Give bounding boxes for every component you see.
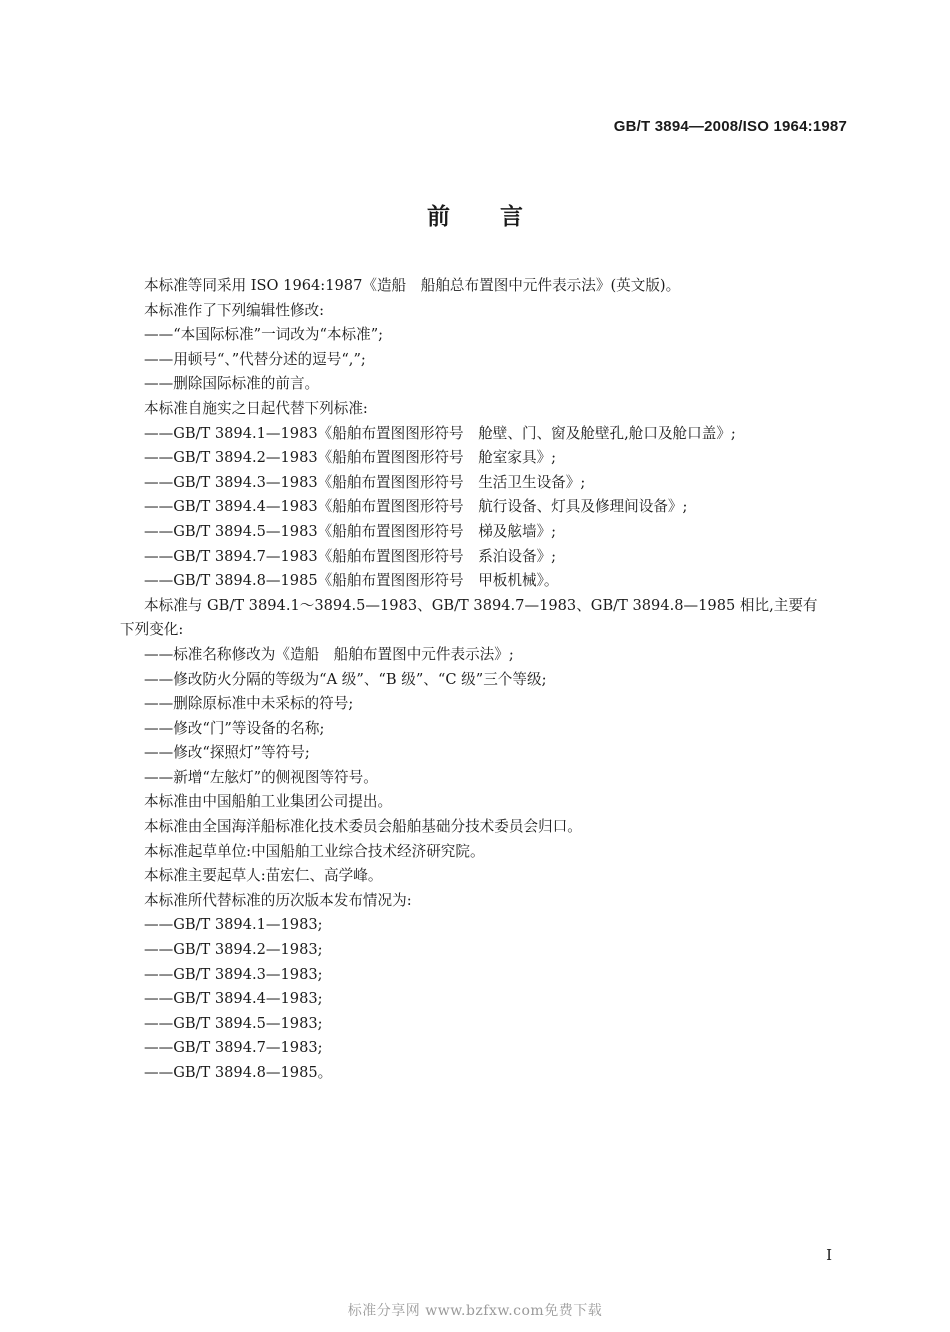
paragraph-line: 本标准起草单位:中国船舶工业综合技术经济研究院。 — [144, 842, 485, 860]
list-item: ——GB/T 3894.3—1983《船舶布置图图形符号 生活卫生设备》; — [144, 473, 586, 491]
list-item: ——GB/T 3894.4—1983《船舶布置图图形符号 航行设备、灯具及修理间设备》; — [144, 498, 688, 516]
list-item: ——修改“探照灯”等符号; — [144, 744, 310, 762]
body-text — [120, 274, 850, 1086]
list-item: ——GB/T 3894.2—1983; — [144, 941, 323, 959]
list-item: ——GB/T 3894.5—1983; — [144, 1014, 323, 1032]
paragraph-line: 本标准等同采用 ISO 1964:1987《造船 船舶总布置图中元件表示法》(英文版)。 — [144, 277, 681, 294]
paragraph-line: 本标准与 GB/T 3894.1～3894.5—1983、GB/T 3894.7—1983、GB/T 3894.8—1985 相比,主要有 — [144, 596, 818, 614]
list-item: ——GB/T 3894.1—1983; — [144, 916, 323, 934]
list-item: ——GB/T 3894.3—1983; — [144, 965, 323, 983]
list-item: ——用顿号“、”代替分述的逗号“,”; — [144, 350, 366, 368]
paragraph-line: 本标准由中国船舶工业集团公司提出。 — [144, 793, 393, 811]
paragraph-line: 下列变化: — [120, 621, 184, 639]
list-item: ——删除原标准中未采标的符号; — [144, 695, 354, 713]
list-item: ——GB/T 3894.2—1983《船舶布置图图形符号 舱室家具》; — [144, 449, 557, 467]
paragraph-line: 本标准自施实之日起代替下列标准: — [144, 399, 368, 417]
list-item: ——GB/T 3894.1—1983《船舶布置图图形符号 舱壁、门、窗及舱壁孔,舱口及舱口盖》; — [144, 424, 736, 442]
list-item: ——修改“门”等设备的名称; — [144, 719, 325, 737]
list-item: ——GB/T 3894.5—1983《船舶布置图图形符号 梯及舷墙》; — [144, 522, 557, 540]
paragraph-line: 本标准作了下列编辑性修改: — [144, 301, 325, 319]
list-item: ——“本国际标准”一词改为“本标准”; — [144, 326, 384, 344]
page-number: I — [826, 1246, 832, 1264]
page-title: 前言 — [427, 204, 573, 230]
list-item: ——GB/T 3894.8—1985。 — [144, 1064, 333, 1081]
paragraph-line: 本标准所代替标准的历次版本发布情况为: — [144, 891, 412, 909]
list-item: ——GB/T 3894.8—1985《船舶布置图图形符号 甲板机械》。 — [144, 572, 559, 590]
paragraph-line: 本标准由全国海洋船标准化技术委员会船舶基础分技术委员会归口。 — [144, 818, 582, 836]
list-item: ——修改防火分隔的等级为“A 级”、“B 级”、“C 级”三个等级; — [144, 670, 547, 688]
list-item: ——GB/T 3894.7—1983; — [144, 1039, 323, 1057]
footer-watermark: 标准分享网 www.bzfxw.com免费下载 — [347, 1303, 603, 1319]
standard-code: GB/T 3894—2008/ISO 1964:1987 — [613, 118, 847, 135]
paragraph-line: 本标准主要起草人:苗宏仁、高学峰。 — [144, 867, 383, 885]
list-item: ——标准名称修改为《造船 船舶布置图中元件表示法》; — [144, 645, 514, 663]
list-item: ——GB/T 3894.4—1983; — [144, 990, 323, 1008]
list-item: ——删除国际标准的前言。 — [144, 375, 320, 393]
list-item: ——新增“左舷灯”的侧视图等符号。 — [144, 768, 378, 786]
list-item: ——GB/T 3894.7—1983《船舶布置图图形符号 系泊设备》; — [144, 547, 557, 565]
